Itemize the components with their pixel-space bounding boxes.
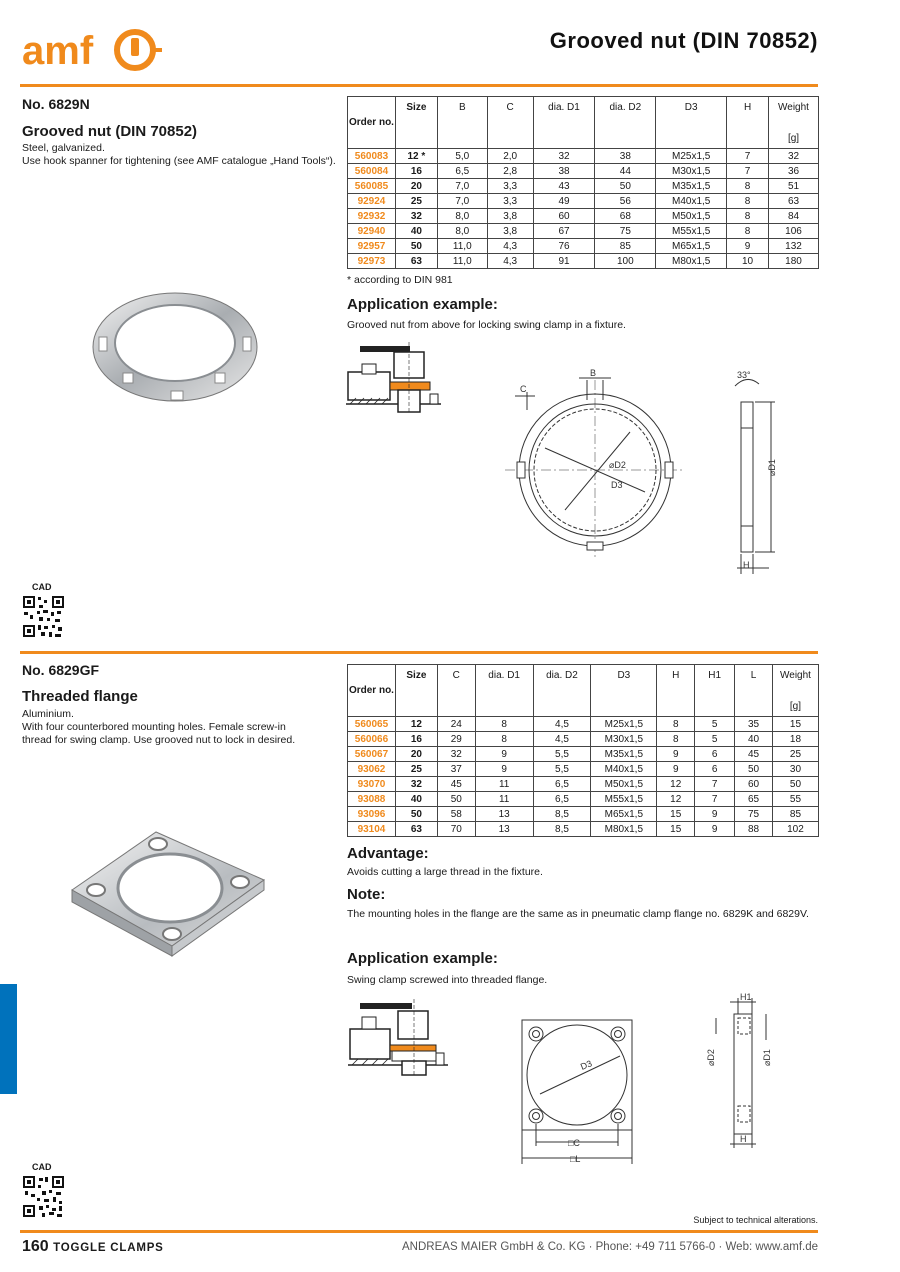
table-cell: 36 — [769, 164, 819, 179]
table-cell: M30x1,5 — [591, 732, 657, 747]
table-row — [348, 732, 819, 747]
product2-cad-qr-icon[interactable] — [22, 1175, 65, 1218]
table-cell: 8 — [657, 732, 695, 747]
dim-c-label: □C — [568, 1138, 580, 1148]
product2-cad-label: CAD — [32, 1162, 52, 1172]
weight-label: Weight — [780, 670, 811, 681]
advantage-text: Avoids cutting a large thread in the fixture. — [347, 866, 543, 878]
table-cell: 45 — [437, 777, 475, 792]
table-cell: M80x1,5 — [656, 254, 727, 269]
table-cell: 70 — [437, 822, 475, 837]
order-number-link[interactable]: 92932 — [348, 209, 396, 224]
table-cell: 58 — [437, 807, 475, 822]
table-cell: 44 — [595, 164, 656, 179]
table-cell: 9 — [695, 807, 735, 822]
table-cell: 85 — [772, 807, 818, 822]
table-cell: 91 — [533, 254, 595, 269]
table-cell: 106 — [769, 224, 819, 239]
table-cell: M30x1,5 — [656, 164, 727, 179]
footer-page-info — [22, 1238, 164, 1256]
col-weight — [769, 97, 819, 149]
size-cell: 63 — [395, 822, 437, 837]
table-cell: M40x1,5 — [591, 762, 657, 777]
table-cell: M35x1,5 — [656, 179, 727, 194]
table-row — [348, 747, 819, 762]
table-cell: M25x1,5 — [656, 149, 727, 164]
section-side-tab — [0, 984, 17, 1094]
threaded-flange-photo — [68, 828, 268, 958]
size-cell: 20 — [395, 179, 437, 194]
table-cell: 49 — [533, 194, 595, 209]
table-cell: 9 — [695, 822, 735, 837]
page-title: Grooved nut (DIN 70852) — [549, 28, 818, 53]
page-number: 160 — [22, 1238, 49, 1255]
table-row — [348, 164, 819, 179]
col-l: L — [735, 665, 773, 717]
col-b: B — [437, 97, 487, 149]
product1-table-body — [348, 149, 819, 269]
table-cell: 32 — [769, 149, 819, 164]
table-cell: 7 — [695, 777, 735, 792]
dim-b-label: B — [590, 368, 597, 378]
size-cell: 50 — [395, 239, 437, 254]
table-cell: 3,3 — [487, 179, 533, 194]
table-row — [348, 239, 819, 254]
dim-h-label: H — [743, 560, 750, 570]
table-cell: 12 — [657, 792, 695, 807]
table-cell: 75 — [595, 224, 656, 239]
table-row — [348, 149, 819, 164]
table-cell: 37 — [437, 762, 475, 777]
col-size: Size — [395, 97, 437, 149]
table-cell: M50x1,5 — [656, 209, 727, 224]
table-cell: 63 — [769, 194, 819, 209]
table-cell: 8 — [475, 732, 533, 747]
table-cell: 8 — [727, 224, 769, 239]
table-cell: 68 — [595, 209, 656, 224]
table-cell: 11 — [475, 792, 533, 807]
table-cell: 3,8 — [487, 209, 533, 224]
order-number-link[interactable]: 93088 — [348, 792, 396, 807]
table-header-row — [348, 97, 819, 149]
table-cell: 8,0 — [437, 224, 487, 239]
table-cell: 51 — [769, 179, 819, 194]
size-cell: 63 — [395, 254, 437, 269]
table-cell: 50 — [595, 179, 656, 194]
grooved-nut-side-drawing — [725, 368, 785, 580]
product1-spec-table — [347, 96, 819, 269]
table-row — [348, 777, 819, 792]
table-cell: 6,5 — [437, 164, 487, 179]
table-cell: 4,3 — [487, 254, 533, 269]
table-cell: 45 — [735, 747, 773, 762]
size-cell: 12 * — [395, 149, 437, 164]
product2-description — [22, 708, 295, 747]
table-header-row — [348, 665, 819, 717]
product1-app-title: Application example: — [347, 296, 498, 313]
table-cell: 180 — [769, 254, 819, 269]
size-cell: 32 — [395, 209, 437, 224]
note-title: Note: — [347, 886, 386, 903]
table-row — [348, 762, 819, 777]
table-cell: 35 — [735, 717, 773, 732]
table-cell: 7,0 — [437, 194, 487, 209]
product1-application-sketch — [346, 338, 441, 416]
threaded-flange-top-drawing — [510, 1012, 640, 1170]
table-cell: 10 — [727, 254, 769, 269]
table-cell: 8 — [727, 209, 769, 224]
header-rule — [20, 84, 818, 87]
col-size: Size — [395, 665, 437, 717]
product1-desc-line: Steel, galvanized. — [22, 142, 105, 154]
dim-h1-label: H1 — [740, 992, 752, 1002]
table-cell: 50 — [772, 777, 818, 792]
order-number-link[interactable]: 93062 — [348, 762, 396, 777]
table-cell: 13 — [475, 822, 533, 837]
table-cell: 13 — [475, 807, 533, 822]
size-cell: 16 — [395, 164, 437, 179]
size-cell: 12 — [395, 717, 437, 732]
section-divider — [20, 651, 818, 654]
table-cell: 32 — [533, 149, 595, 164]
table-cell: 5 — [695, 732, 735, 747]
table-cell: 8 — [475, 717, 533, 732]
table-cell: 18 — [772, 732, 818, 747]
order-number-link[interactable]: 560083 — [348, 149, 396, 164]
table-cell: 11 — [475, 777, 533, 792]
table-cell: 4,5 — [533, 732, 591, 747]
order-number-link[interactable]: 560084 — [348, 164, 396, 179]
table-cell: 88 — [735, 822, 773, 837]
table-row — [348, 194, 819, 209]
table-cell: M80x1,5 — [591, 822, 657, 837]
table-cell: 9 — [475, 762, 533, 777]
order-number-link[interactable]: 92924 — [348, 194, 396, 209]
col-c: C — [487, 97, 533, 149]
col-c: C — [437, 665, 475, 717]
product1-name: Grooved nut (DIN 70852) — [22, 123, 198, 140]
col-d1: dia. D1 — [533, 97, 595, 149]
col-order: Order no. — [348, 665, 396, 717]
table-cell: 12 — [657, 777, 695, 792]
table-cell: 3,3 — [487, 194, 533, 209]
table-cell: 15 — [772, 717, 818, 732]
table-cell: 9 — [727, 239, 769, 254]
grooved-nut-front-drawing — [505, 360, 685, 570]
order-number-link[interactable]: 93070 — [348, 777, 396, 792]
order-number-link[interactable]: 92957 — [348, 239, 396, 254]
table-row — [348, 224, 819, 239]
table-cell: 56 — [595, 194, 656, 209]
footer-rule — [20, 1230, 818, 1233]
product1-footnote: * according to DIN 981 — [347, 274, 453, 286]
product2-name: Threaded flange — [22, 688, 138, 705]
table-cell: M65x1,5 — [591, 807, 657, 822]
table-cell: 65 — [735, 792, 773, 807]
dim-d3-label: D3 — [611, 480, 623, 490]
table-cell: 60 — [533, 209, 595, 224]
note-text: The mounting holes in the flange are the same as in pneumatic clamp flange no. 6829K and 6829V. — [347, 908, 809, 920]
order-number-link[interactable]: 560085 — [348, 179, 396, 194]
size-cell: 50 — [395, 807, 437, 822]
table-cell: 11,0 — [437, 239, 487, 254]
table-cell: 9 — [657, 762, 695, 777]
table-cell: 5,5 — [533, 762, 591, 777]
table-cell: 9 — [657, 747, 695, 762]
table-cell: 50 — [735, 762, 773, 777]
table-cell: 32 — [437, 747, 475, 762]
table-cell: 5,0 — [437, 149, 487, 164]
product1-cad-label: CAD — [32, 582, 52, 592]
table-cell: 15 — [657, 807, 695, 822]
table-cell: 7,0 — [437, 179, 487, 194]
company-contact: ANDREAS MAIER GmbH & Co. KG · Phone: +49 711 5766-0 · Web: www.amf.de — [402, 1241, 818, 1253]
table-row — [348, 179, 819, 194]
dim-d1-label: ⌀D1 — [762, 1049, 772, 1066]
order-number-link[interactable]: 560065 — [348, 717, 396, 732]
table-cell: 8,5 — [533, 807, 591, 822]
product1-app-text: Grooved nut from above for locking swing clamp in a fixture. — [347, 319, 626, 331]
table-row — [348, 717, 819, 732]
product1-description — [22, 142, 336, 168]
product1-cad-qr-icon[interactable] — [22, 595, 65, 638]
col-d2: dia. D2 — [595, 97, 656, 149]
table-cell: 84 — [769, 209, 819, 224]
weight-unit: [g] — [787, 133, 800, 144]
col-d3: D3 — [656, 97, 727, 149]
product2-desc-line: Aluminium. — [22, 708, 74, 720]
logo-hook — [131, 38, 139, 56]
product2-desc-line: With four counterbored mounting holes. Female screw-in — [22, 721, 286, 733]
table-row — [348, 792, 819, 807]
table-row — [348, 254, 819, 269]
product1-number: No. 6829N — [22, 96, 90, 112]
table-cell: 5,5 — [533, 747, 591, 762]
advantage-title: Advantage: — [347, 845, 429, 862]
dim-d2-label: ⌀D2 — [609, 460, 626, 470]
dim-angle-label: 33° — [737, 370, 751, 380]
col-d3: D3 — [591, 665, 657, 717]
table-cell: 9 — [475, 747, 533, 762]
table-cell: 8,0 — [437, 209, 487, 224]
size-cell: 16 — [395, 732, 437, 747]
table-cell: 38 — [595, 149, 656, 164]
size-cell: 20 — [395, 747, 437, 762]
table-cell: 4,5 — [533, 717, 591, 732]
col-order: Order no. — [348, 97, 396, 149]
table-cell: 85 — [595, 239, 656, 254]
table-cell: 6 — [695, 762, 735, 777]
table-cell: 30 — [772, 762, 818, 777]
size-cell: 32 — [395, 777, 437, 792]
table-cell: M35x1,5 — [591, 747, 657, 762]
table-cell: 4,3 — [487, 239, 533, 254]
col-h: H — [727, 97, 769, 149]
col-d2: dia. D2 — [533, 665, 591, 717]
product2-app-text: Swing clamp screwed into threaded flange. — [347, 974, 548, 986]
size-cell: 25 — [395, 194, 437, 209]
product2-desc-line: thread for swing clamp. Use grooved nut to lock in desired. — [22, 734, 296, 746]
dim-d2-label: ⌀D2 — [706, 1049, 716, 1066]
table-cell: 6 — [695, 747, 735, 762]
table-cell: 5 — [695, 717, 735, 732]
table-cell: 25 — [772, 747, 818, 762]
table-cell: 50 — [437, 792, 475, 807]
product2-table-body — [348, 717, 819, 837]
table-cell: 7 — [727, 164, 769, 179]
table-cell: M40x1,5 — [656, 194, 727, 209]
table-cell: 43 — [533, 179, 595, 194]
table-cell: 132 — [769, 239, 819, 254]
order-number-link[interactable]: 560066 — [348, 732, 396, 747]
table-cell: M25x1,5 — [591, 717, 657, 732]
size-cell: 25 — [395, 762, 437, 777]
table-cell: 75 — [735, 807, 773, 822]
threaded-flange-side-drawing — [700, 990, 780, 1150]
product2-number: No. 6829GF — [22, 662, 100, 678]
size-cell: 40 — [395, 224, 437, 239]
table-cell: 24 — [437, 717, 475, 732]
size-cell: 40 — [395, 792, 437, 807]
table-cell: 60 — [735, 777, 773, 792]
table-cell: 8,5 — [533, 822, 591, 837]
table-cell: 100 — [595, 254, 656, 269]
table-cell: 38 — [533, 164, 595, 179]
dim-l-label: □L — [570, 1154, 581, 1164]
table-cell: M55x1,5 — [591, 792, 657, 807]
table-cell: 11,0 — [437, 254, 487, 269]
table-cell: 40 — [735, 732, 773, 747]
table-cell: 55 — [772, 792, 818, 807]
dim-h-label: H — [740, 1134, 747, 1144]
product2-spec-table — [347, 664, 819, 837]
logo-text: amf — [22, 29, 94, 73]
col-h: H — [657, 665, 695, 717]
table-cell: M50x1,5 — [591, 777, 657, 792]
subject-to-alterations: Subject to technical alterations. — [693, 1215, 818, 1225]
col-d1: dia. D1 — [475, 665, 533, 717]
weight-label: Weight — [778, 102, 809, 113]
table-cell: 6,5 — [533, 792, 591, 807]
table-cell: 8 — [727, 194, 769, 209]
table-cell: 8 — [657, 717, 695, 732]
table-cell: M65x1,5 — [656, 239, 727, 254]
table-row — [348, 822, 819, 837]
order-number-link[interactable]: 560067 — [348, 747, 396, 762]
table-cell: 29 — [437, 732, 475, 747]
table-cell: 6,5 — [533, 777, 591, 792]
table-cell: 2,0 — [487, 149, 533, 164]
table-row — [348, 807, 819, 822]
table-cell: 67 — [533, 224, 595, 239]
table-row — [348, 209, 819, 224]
order-number-link[interactable]: 93104 — [348, 822, 396, 837]
table-cell: 76 — [533, 239, 595, 254]
table-cell: 8 — [727, 179, 769, 194]
order-number-link[interactable]: 92973 — [348, 254, 396, 269]
table-cell: 15 — [657, 822, 695, 837]
table-cell: 102 — [772, 822, 818, 837]
table-cell: 3,8 — [487, 224, 533, 239]
col-h1: H1 — [695, 665, 735, 717]
table-cell: M55x1,5 — [656, 224, 727, 239]
col-weight — [772, 665, 818, 717]
order-number-link[interactable]: 92940 — [348, 224, 396, 239]
product2-app-title: Application example: — [347, 950, 498, 967]
amf-logo — [22, 26, 162, 74]
dim-c-label: C — [520, 384, 527, 394]
grooved-nut-photo — [85, 285, 265, 405]
order-number-link[interactable]: 93096 — [348, 807, 396, 822]
dim-d1-label: ⌀D1 — [767, 459, 777, 476]
weight-unit: [g] — [789, 701, 802, 712]
table-cell: 7 — [727, 149, 769, 164]
table-cell: 2,8 — [487, 164, 533, 179]
section-name: TOGGLE CLAMPS — [53, 1242, 164, 1254]
dim-d3-label: D3 — [579, 1058, 594, 1072]
product2-application-sketch — [348, 995, 448, 1077]
product1-desc-line: Use hook spanner for tightening (see AMF catalogue „Hand Tools“). — [22, 155, 336, 167]
table-cell: 7 — [695, 792, 735, 807]
